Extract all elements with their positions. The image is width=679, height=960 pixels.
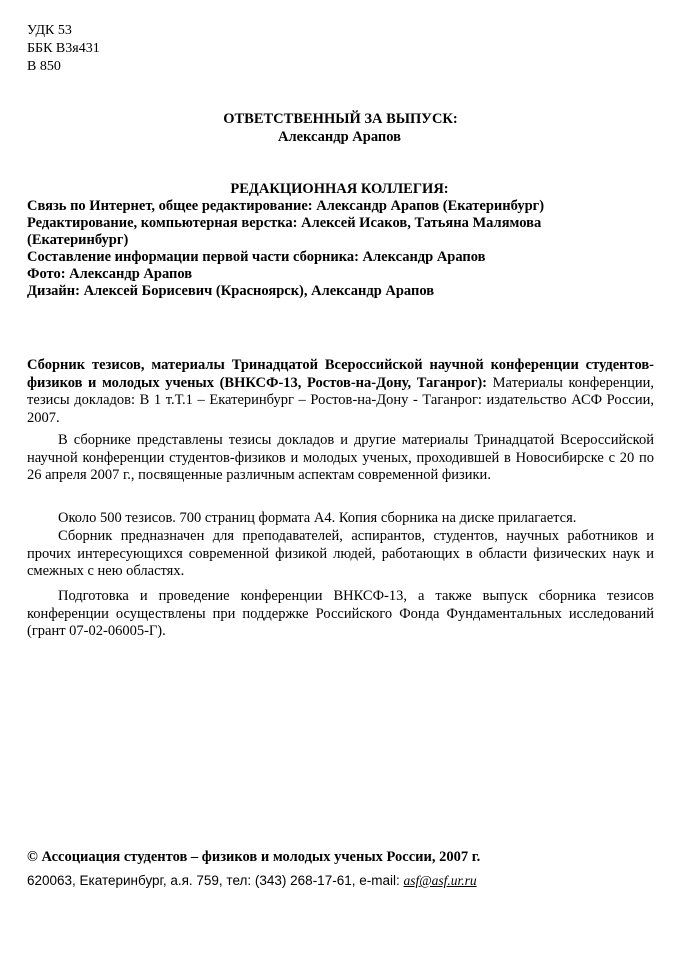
bbk-code: ББК В3я431 — [27, 41, 100, 56]
abstract-lead: Сборник тезисов, материалы Тринадцатой Всероссийской научной конференции студентов-физиков и молодых ученых (ВНКСФ-13, Ростов-на-Дону, Таганрог): — [27, 357, 654, 391]
classification-block — [27, 22, 100, 76]
contact-address — [27, 873, 477, 889]
volume-paragraph: Около 500 тезисов. 700 страниц формата А4. Копия сборника на диске прилагается. — [58, 510, 577, 526]
copyright-line: © Ассоциация студентов – физиков и молодых ученых России, 2007 г. — [27, 849, 481, 865]
address-text: 620063, Екатеринбург, а.я. 759, тел: (343) 268-17-61, e-mail: — [27, 873, 404, 888]
board-line: (Екатеринбург) — [27, 231, 129, 248]
audience-paragraph: Сборник предназначен для преподавателей, аспирантов, студентов, научных работников и прочих интересующихся современной физикой людей, работающих в области физических наук и смежных с нею областях. — [27, 528, 654, 579]
board-line: Редактирование, компьютерная верстка: Алексей Исаков, Татьяна Малямова — [27, 214, 542, 231]
board-line: Дизайн: Алексей Борисевич (Красноярск), Александр Арапов — [27, 282, 435, 299]
responsible-block — [0, 110, 679, 146]
author-mark: В 850 — [27, 59, 61, 74]
bibliographic-abstract — [27, 357, 654, 427]
editorial-board-title: РЕДАКЦИОННАЯ КОЛЛЕГИЯ: — [230, 181, 449, 197]
board-line: Составление информации первой части сборника: Александр Арапов — [27, 248, 486, 265]
responsible-title: ОТВЕТСТВЕННЫЙ ЗА ВЫПУСК: — [223, 111, 458, 127]
editorial-board-list — [27, 198, 657, 299]
description-paragraph: В сборнике представлены тезисы докладов и другие материалы Тринадцатой Всероссийской научной конференции студентов-физиков и молодых ученых, проходившей в Новосибирске с 20 по 26 апреля 2007 г., посвященные различным аспектам современной физики. — [27, 432, 654, 483]
funding-paragraph: Подготовка и проведение конференции ВНКСФ-13, а также выпуск сборника тезисов конференции осуществлены при поддержке Российского Фонда Фундаментальных исследований (грант 07-02-06005-Г). — [27, 588, 654, 639]
udk-code: УДК 53 — [27, 23, 72, 38]
board-line: Связь по Интернет, общее редактирование: Александр Арапов (Екатеринбург) — [27, 198, 545, 214]
board-line: Фото: Александр Арапов — [27, 265, 193, 282]
email-link[interactable]: asf@asf.ur.ru — [403, 873, 477, 888]
responsible-name: Александр Арапов — [278, 129, 401, 145]
abstract-rest: Материалы конференции, тезисы докладов: В 1 т.Т.1 – Екатеринбург – Ростов-на-Дону - Таганрог: издательство АСФ России, 2007. — [27, 374, 654, 426]
